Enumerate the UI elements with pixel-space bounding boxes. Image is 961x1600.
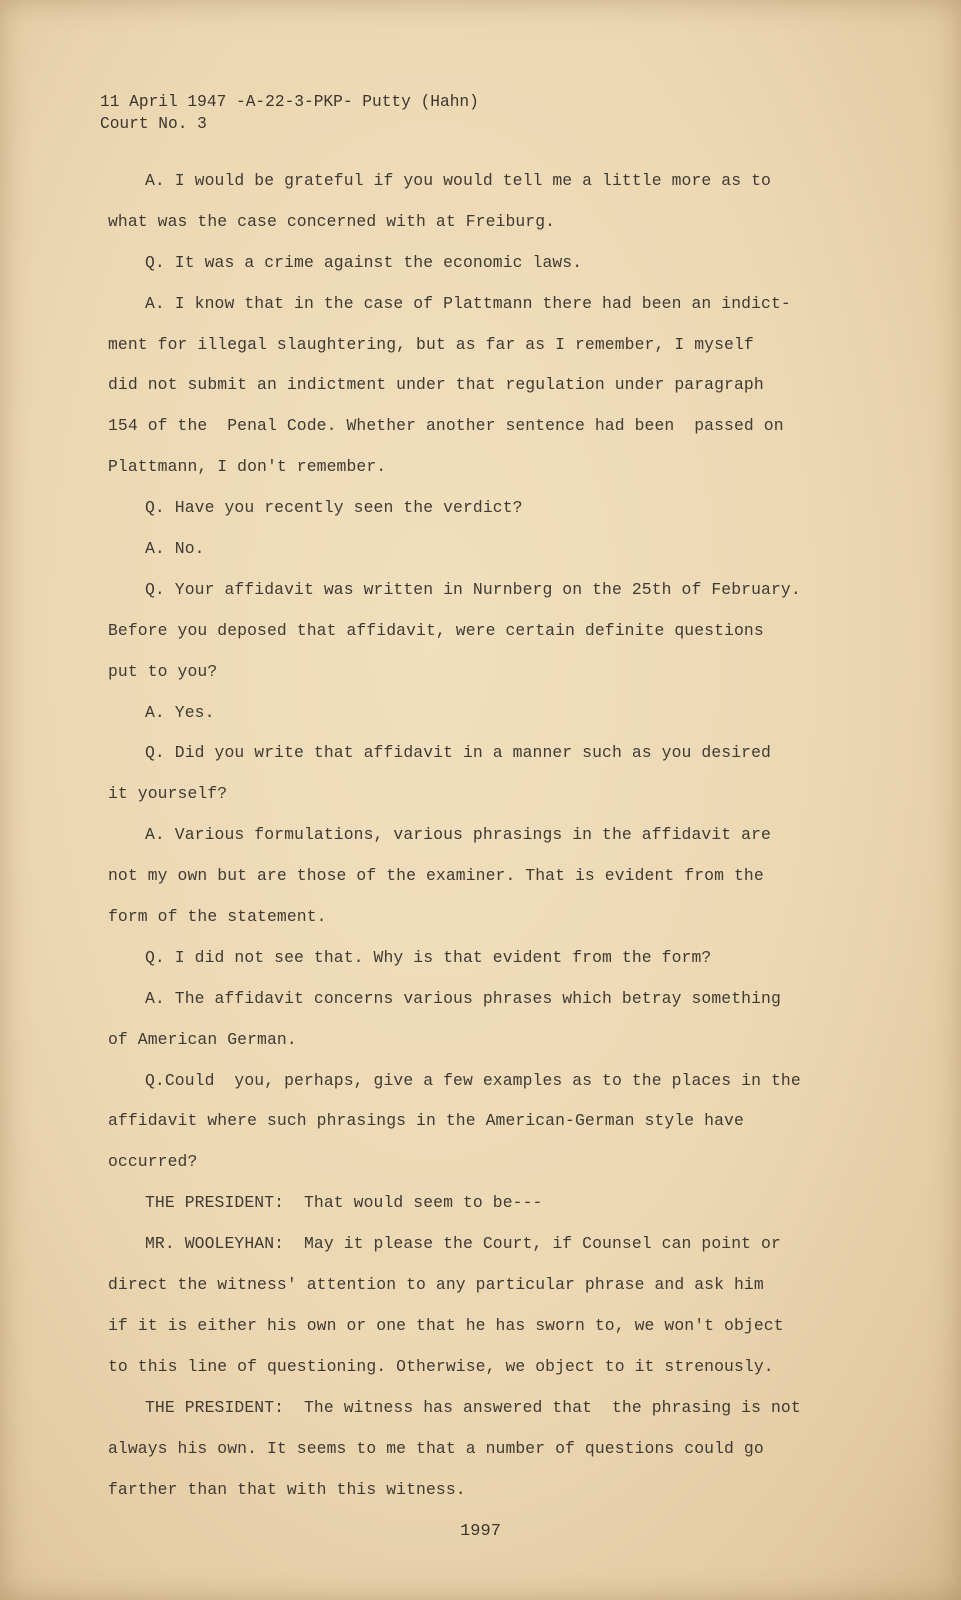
transcript-line: A. I know that in the case of Plattmann there had been an indict- <box>145 293 791 313</box>
transcript-line: Q. Your affidavit was written in Nurnberg on the 25th of February. <box>145 579 801 599</box>
transcript-line: always his own. It seems to me that a number of questions could go <box>108 1438 764 1458</box>
transcript-line: Q.Could you, perhaps, give a few examples as to the places in the <box>145 1070 801 1090</box>
transcript-line: MR. WOOLEYHAN: May it please the Court, if Counsel can point or <box>145 1234 781 1254</box>
header-date-reference: 11 April 1947 -A-22-3-PKP- Putty (Hahn) <box>100 93 479 111</box>
transcript-line: put to you? <box>108 661 218 681</box>
transcript-line: A. I would be grateful if you would tell me a little more as to <box>145 171 771 190</box>
transcript-line: it yourself? <box>108 784 228 804</box>
transcript-line: A. The affidavit concerns various phrases which betray something <box>145 988 781 1008</box>
transcript-line: 154 of the Penal Code. Whether another sentence had been passed on <box>108 416 784 436</box>
transcript-line: form of the statement. <box>108 907 327 927</box>
transcript-line: A. No. <box>145 539 205 559</box>
transcript-line: THE PRESIDENT: The witness has answered that the phrasing is not <box>145 1397 801 1417</box>
transcript-line: Q. I did not see that. Why is that evident from the form? <box>145 947 712 967</box>
document-header <box>100 91 479 135</box>
transcript-line: ment for illegal slaughtering, but as far as I remember, I myself <box>108 334 754 354</box>
transcript-line: not my own but are those of the examiner. That is evident from the <box>108 866 764 886</box>
transcript-line: direct the witness' attention to any particular phrase and ask him <box>108 1275 764 1295</box>
transcript-line: of American German. <box>108 1029 297 1049</box>
transcript-line: occurred? <box>108 1152 198 1172</box>
transcript-line: Plattmann, I don't remember. <box>108 457 387 477</box>
transcript-line: affidavit where such phrasings in the American-German style have <box>108 1111 744 1131</box>
transcript-line: Q. It was a crime against the economic laws. <box>145 252 583 272</box>
transcript-line: A. Yes. <box>145 702 215 722</box>
transcript-line: farther than that with this witness. <box>108 1479 466 1499</box>
header-court-number: Court No. 3 <box>100 115 207 133</box>
transcript-line: A. Various formulations, various phrasings in the affidavit are <box>145 825 771 845</box>
transcript-line: to this line of questioning. Otherwise, we object to it strenously. <box>108 1356 774 1376</box>
transcript-line: what was the case concerned with at Freiburg. <box>108 211 556 231</box>
transcript-line: Before you deposed that affidavit, were certain definite questions <box>108 620 764 640</box>
transcript-line: did not submit an indictment under that regulation under paragraph <box>108 375 764 395</box>
transcript-line: Q. Have you recently seen the verdict? <box>145 498 523 518</box>
transcript-line: THE PRESIDENT: That would seem to be--- <box>145 1193 543 1213</box>
transcript-body <box>108 168 928 1517</box>
page-number: 1997 <box>460 1522 501 1541</box>
transcript-line: if it is either his own or one that he has sworn to, we won't object <box>108 1315 784 1335</box>
transcript-line: Q. Did you write that affidavit in a manner such as you desired <box>145 743 771 763</box>
